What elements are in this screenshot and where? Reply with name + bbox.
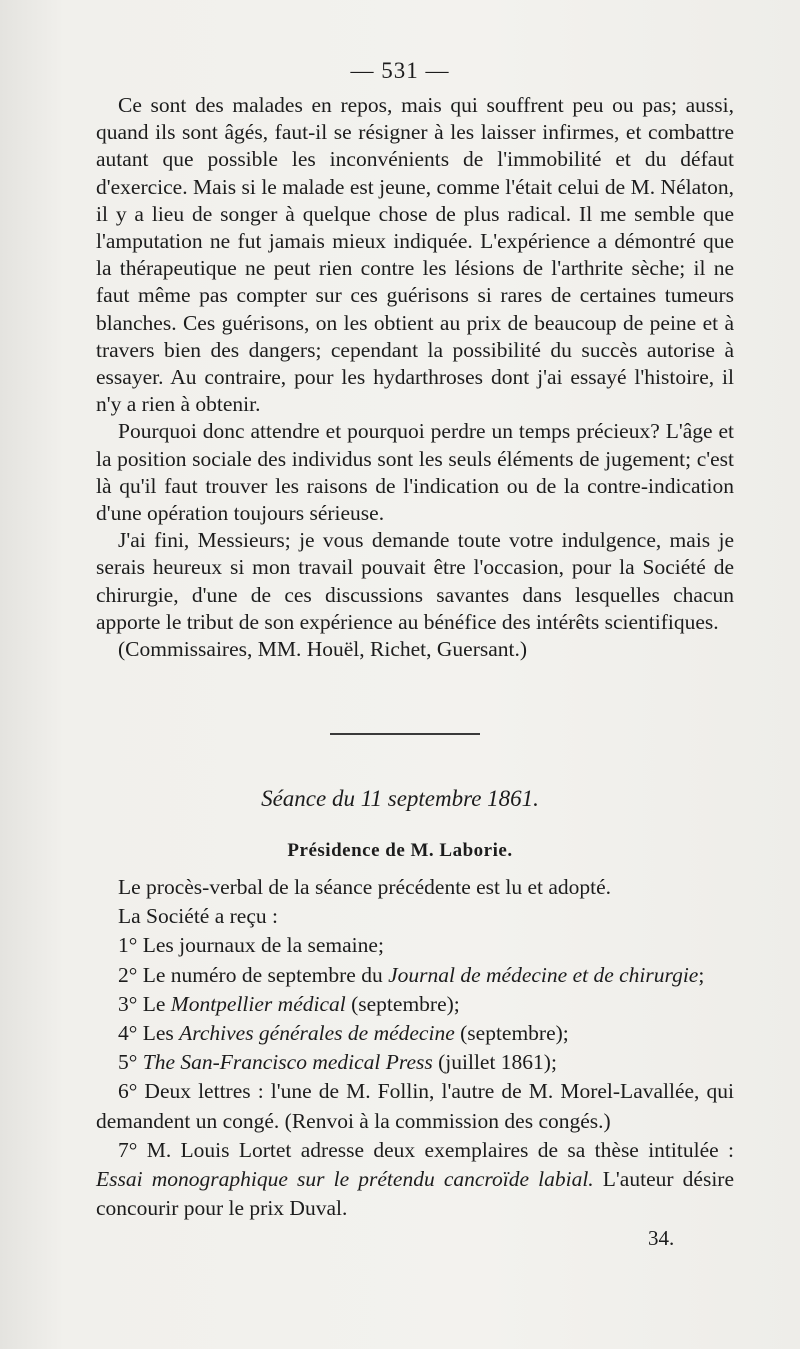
minutes-text	[96, 873, 734, 1223]
minutes-line-2: La Société a reçu :	[118, 904, 278, 929]
section-divider	[330, 733, 480, 735]
received-item-1: 1° Les journaux de la semaine;	[118, 933, 384, 958]
received-item-5: 5° The San-Francisco medical Press (juillet 1861);	[118, 1050, 557, 1075]
signature-mark: 34.	[648, 1226, 675, 1250]
received-item-4: 4° Les Archives générales de médecine (septembre);	[118, 1021, 569, 1046]
page-number: — 531 —	[350, 58, 450, 83]
journal-title: Montpellier médical	[170, 991, 346, 1016]
minutes-line-1: Le procès-verbal de la séance précédente est lu et adopté.	[118, 875, 612, 899]
presidence-heading: Présidence de M. Laborie.	[287, 840, 513, 861]
journal-title: Journal de médecine et de chirurgie	[388, 962, 699, 987]
journal-title: The San-Francisco medical Press	[142, 1050, 433, 1075]
received-item-6: 6° Deux lettres : l'une de M. Follin, l'autre de M. Morel-Lavallée, qui demandent un congé. (Renvoi à la commission des congés.)	[96, 1079, 734, 1133]
received-item-3: 3° Le Montpellier médical (septembre);	[118, 991, 460, 1016]
paragraph-1: Ce sont des malades en repos, mais qui souffrent peu ou pas; aussi, quand ils sont âgés, faut-il se résigner à les laisser infirmes, et combattre autant que possible les inconvénients de l'immobilité et du défaut d'exercice. Mais si le malade est jeune, comme l'était celui de M. Nélaton, il y a lieu de songer à quelque chose de plus radical. Il me semble que l'amputation ne fut jamais mieux indiquée. L'expérience a démontré que la thérapeutique ne peut rien contre les lésions de l'arthrite sèche; il ne faut même pas compter sur ces guérisons si rares de certaines tumeurs blanches. Ces guérisons, on les obtient au prix de beaucoup de peine et à travers bien des dangers; cependant la possibilité du succès autorise à essayer. Au contraire, pour les hydarthroses dont j'ai essayé l'histoire, il n'y a rien à obtenir.	[96, 93, 734, 417]
received-item-2: 2° Le numéro de septembre du Journal de médecine et de chirurgie;	[118, 962, 705, 987]
paragraph-2: Pourquoi donc attendre et pourquoi perdre un temps précieux? L'âge et la position sociale des individus sont les seuls éléments de jugement; c'est là qu'il faut trouver les raisons de l'indication ou de la contre-indication d'une opération toujours sérieuse.	[96, 419, 734, 526]
received-item-7: 7° M. Louis Lortet adresse deux exemplaires de sa thèse intitulée : Essai monographique sur le prétendu cancroïde labial. L'auteur désire concourir pour le prix Duval.	[96, 1137, 734, 1221]
report-text	[96, 92, 734, 663]
commissaires-note: (Commissaires, MM. Houël, Richet, Guersant.)	[118, 637, 528, 662]
paragraph-3: J'ai fini, Messieurs; je vous demande toute votre indulgence, mais je serais heureux si mon travail pouvait être l'occasion, pour la Société de chirurgie, d'une de ces discussions savantes dans lesquelles chacun apporte le tribut de son expérience au bénéfice des intérêts scientifiques.	[96, 528, 734, 634]
seance-title: Séance du 11 septembre 1861.	[261, 786, 539, 811]
thesis-title: Essai monographique sur le prétendu cancroïde labial.	[96, 1167, 594, 1192]
journal-title: Archives générales de médecine	[179, 1021, 455, 1046]
